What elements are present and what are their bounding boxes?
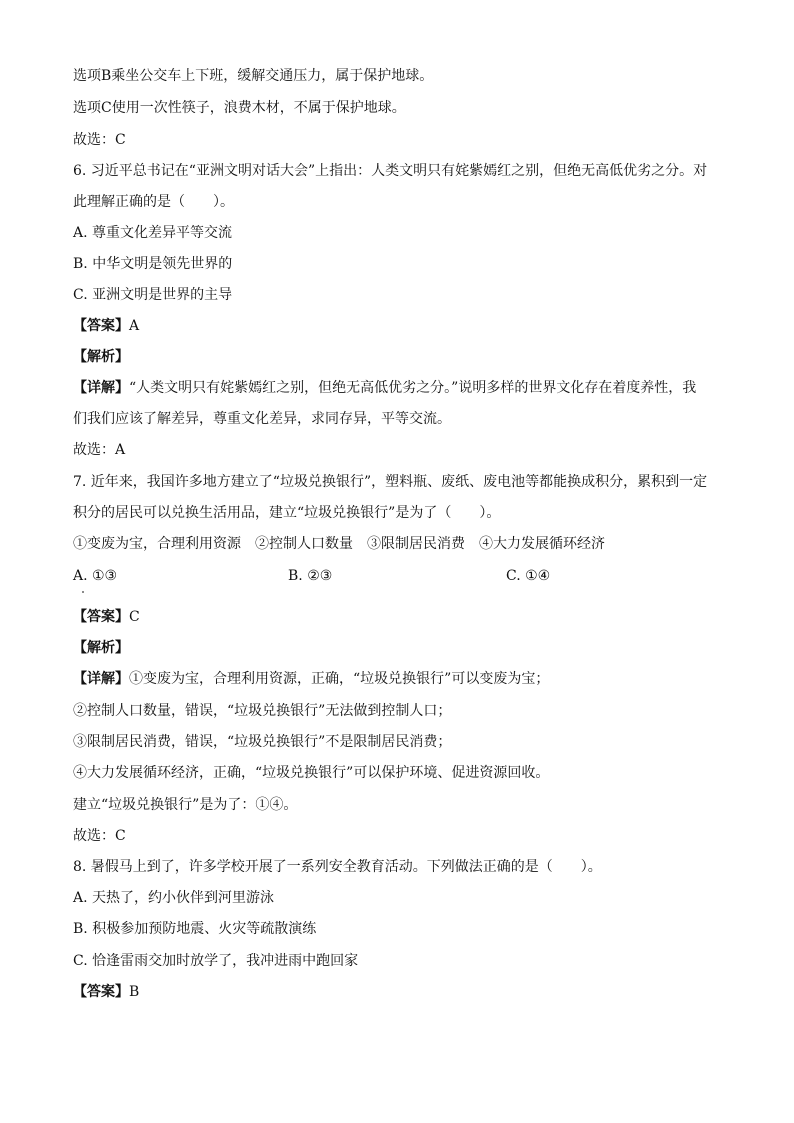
question-8-option-b: B. 积极参加预防地震、火灾等疏散演练 <box>73 921 317 937</box>
question-7-answer <box>73 607 140 627</box>
analysis-tag: 【解析】 <box>73 349 129 365</box>
question-6-answer <box>73 316 139 336</box>
question-7-option-b: B. ②③ <box>288 568 333 584</box>
question-7-choice: 故选：C <box>73 828 126 844</box>
answer-value: C <box>129 609 140 625</box>
question-8-answer <box>73 982 139 1002</box>
question-7-detail-line-3: ③限制居民消费，错误，“垃圾兑换银行”不是限制居民消费； <box>73 734 452 750</box>
question-7-detail-line-4: ④大力发展循环经济，正确，“垃圾兑换银行”可以保护环境、促进资源回收。 <box>73 765 550 781</box>
analysis-tag: 【解析】 <box>73 640 129 656</box>
detail-text: “人类文明只有姹紫嫣红之别，但绝无高低优劣之分。”说明多样的世界文化存在着度养性，我 <box>129 380 697 396</box>
text-line-option-c: 选项C使用一次性筷子，浪费木材，不属于保护地球。 <box>73 100 406 116</box>
question-6-detail-line-1 <box>73 378 696 398</box>
choice-line-q5: 故选：C <box>73 132 126 148</box>
question-7-detail-line-5: 建立“垃圾兑换银行”是为了：①④。 <box>73 797 298 813</box>
answer-value: A <box>129 318 140 334</box>
question-8-option-c: C. 恰逢雷雨交加时放学了，我冲进雨中跑回家 <box>73 953 359 969</box>
question-7-stem-line-2: 积分的居民可以兑换生活用品，建立“垃圾兑换银行”是为了（ ）。 <box>73 505 501 521</box>
question-6-analysis <box>73 347 129 367</box>
question-6-stem-line-1: 6. 习近平总书记在“亚洲文明对话大会”上指出：人类文明只有姹紫嫣红之别，但绝无高低优劣之分。对 <box>73 163 708 179</box>
question-7-detail-line-1 <box>73 669 549 689</box>
question-6-choice: 故选：A <box>73 442 126 458</box>
answer-value: B <box>129 984 140 1000</box>
detail-tag: 【详解】 <box>73 671 129 687</box>
question-6-stem-line-2: 此理解正确的是（ ）。 <box>73 194 234 210</box>
question-6-option-c: C. 亚洲文明是世界的主导 <box>73 287 233 303</box>
question-7-option-a: A. ①③ <box>73 568 118 584</box>
question-7-option-c: C. ①④ <box>506 568 551 584</box>
question-8-option-a: A. 天热了，约小伙伴到河里游泳 <box>73 890 275 906</box>
answer-tag: 【答案】 <box>73 609 129 625</box>
question-7-stem-line-1: 7. 近年来，我国许多地方建立了“垃圾兑换银行”，塑料瓶、废纸、废电池等都能换成积分，累积到一定 <box>73 474 708 490</box>
detail-tag: 【详解】 <box>73 380 129 396</box>
question-8-stem: 8. 暑假马上到了，许多学校开展了一系列安全教育活动。下列做法正确的是（ ）。 <box>73 859 602 875</box>
question-7-analysis <box>73 638 129 658</box>
answer-tag: 【答案】 <box>73 984 129 1000</box>
stray-dot-mark <box>82 591 84 593</box>
question-6-option-b: B. 中华文明是领先世界的 <box>73 256 233 272</box>
answer-tag: 【答案】 <box>73 318 129 334</box>
detail-text: ①变废为宝，合理利用资源，正确，“垃圾兑换银行”可以变废为宝； <box>129 671 550 687</box>
question-7-items: ①变废为宝，合理利用资源 ②控制人口数量 ③限制居民消费 ④大力发展循环经济 <box>73 536 605 552</box>
question-6-detail-line-2: 们我们应该了解差异，尊重文化差异，求同存异，平等交流。 <box>73 411 451 427</box>
text-line-option-b: 选项B乘坐公交车上下班，缓解交通压力，属于保护地球。 <box>73 68 434 84</box>
question-7-detail-line-2: ②控制人口数量，错误，“垃圾兑换银行”无法做到控制人口； <box>73 703 452 719</box>
question-6-option-a: A. 尊重文化差异平等交流 <box>73 225 233 241</box>
